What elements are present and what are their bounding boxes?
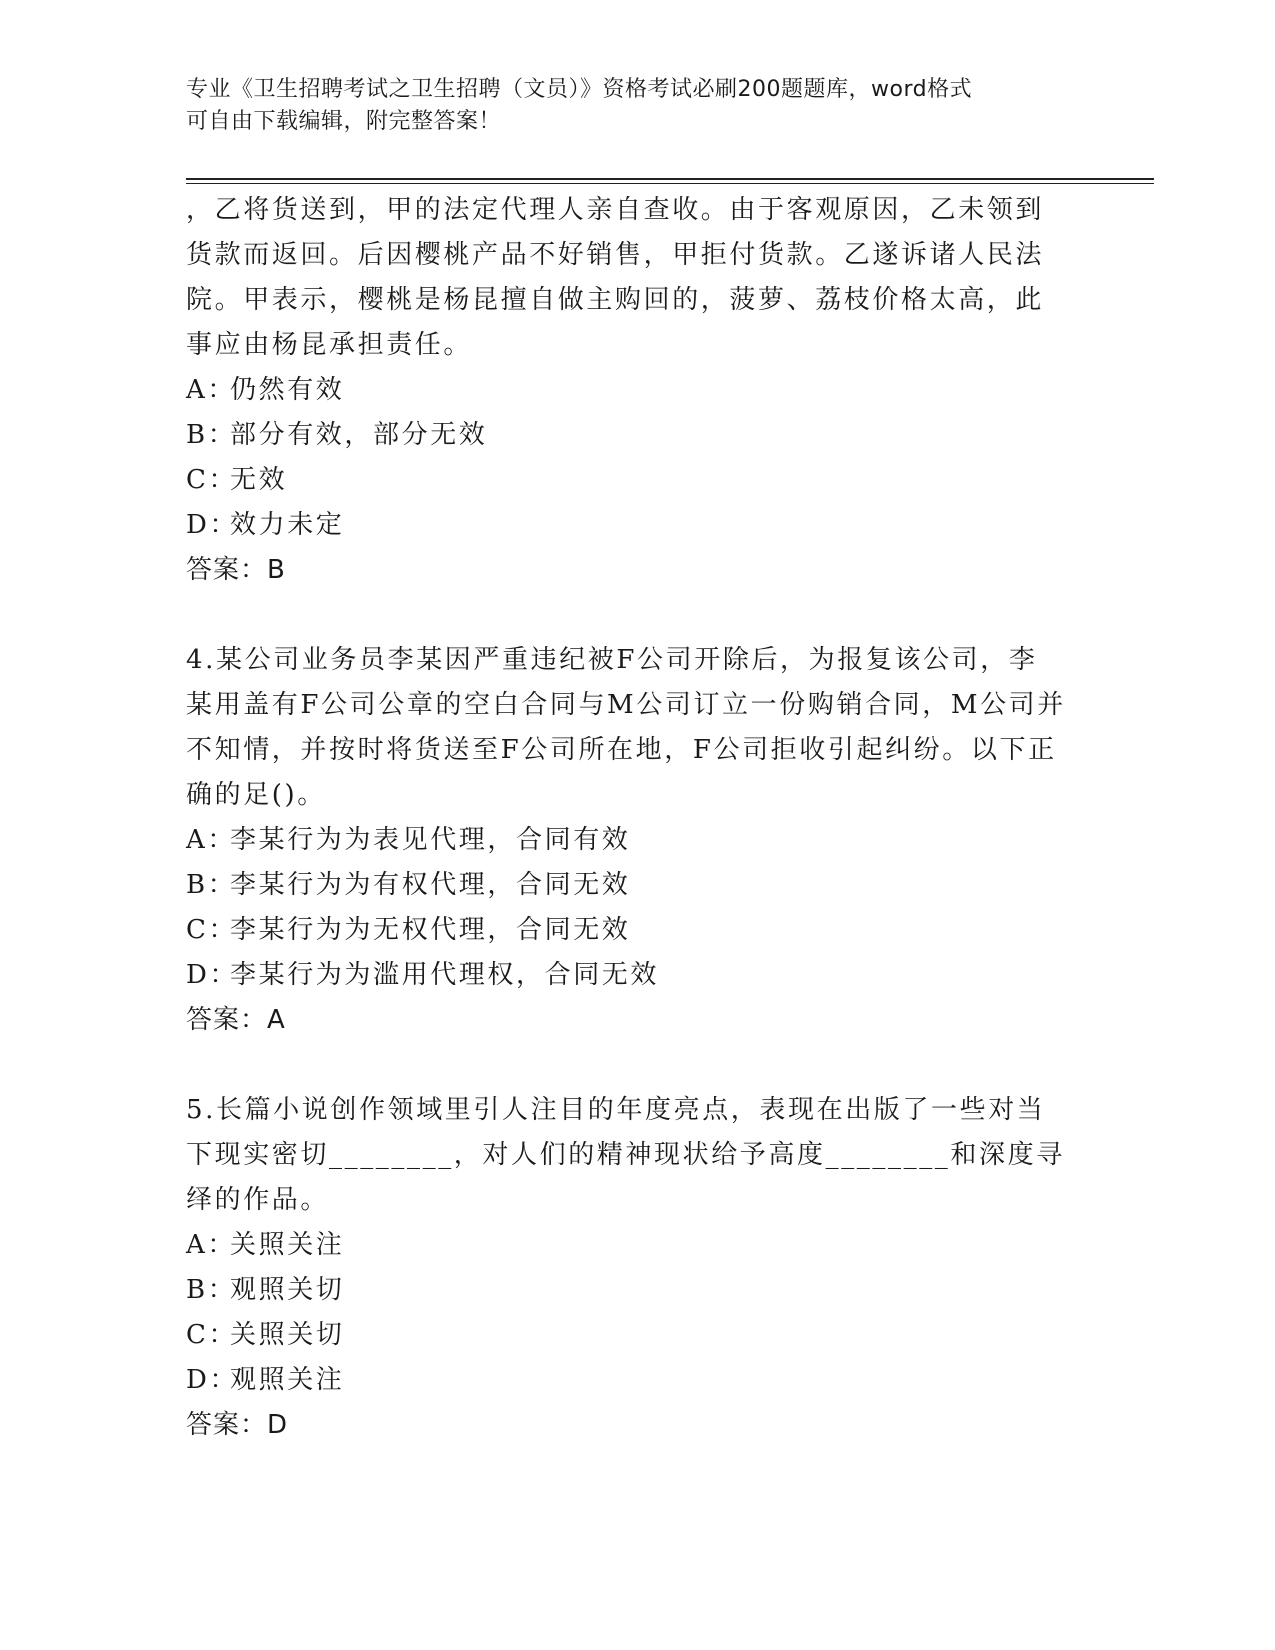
question-text-line: 院。甲表示，樱桃是杨昆擅自做主购回的，菠萝、荔枝价格太高，此: [186, 285, 1045, 315]
option-c: [186, 1313, 1086, 1358]
option-text: 部分有效，部分无效: [230, 420, 488, 450]
question-text-line: 绎的作品。: [186, 1185, 330, 1215]
option-a: [186, 818, 1086, 863]
option-label: B：: [186, 1275, 237, 1305]
question-text-line: 下现实密切________，对人们的精神现状给予高度________和深度寻: [186, 1140, 1065, 1170]
option-c: [186, 458, 1086, 503]
option-text: 关照关切: [230, 1320, 345, 1350]
spacer: [186, 1043, 1086, 1088]
option-text: 观照关注: [230, 1365, 345, 1395]
option-text: 李某行为为滥用代理权，合同无效: [230, 960, 660, 990]
document-body: [186, 188, 1086, 1448]
option-label: D：: [186, 510, 239, 540]
option-label: D：: [186, 960, 239, 990]
question-5: [186, 1088, 1086, 1448]
page-header: [186, 74, 1076, 138]
option-text: 关照关注: [230, 1230, 345, 1260]
option-text: 仍然有效: [230, 375, 345, 405]
option-label: A：: [186, 1230, 236, 1260]
option-b: [186, 863, 1086, 908]
option-text: 观照关切: [230, 1275, 345, 1305]
option-label: B：: [186, 420, 237, 450]
option-d: [186, 1358, 1086, 1403]
option-label: C：: [186, 1320, 238, 1350]
option-c: [186, 908, 1086, 953]
question-text-line: 某用盖有F公司公章的空白合同与M公司订立一份购销合同，M公司并: [186, 690, 1066, 720]
question-text-line: 5.长篇小说创作领域里引人注目的年度亮点，表现在出版了一些对当: [186, 1095, 1046, 1125]
option-label: C：: [186, 465, 238, 495]
option-d: [186, 503, 1086, 548]
question-text-line: ，乙将货送到，甲的法定代理人亲自查收。由于客观原因，乙未领到: [186, 195, 1045, 225]
option-label: D：: [186, 1365, 239, 1395]
option-text: 李某行为为有权代理，合同无效: [230, 870, 631, 900]
answer-line: 答案：B: [186, 555, 286, 585]
option-label: A：: [186, 825, 236, 855]
question-text-line: 事应由杨昆承担责任。: [186, 330, 473, 360]
option-label: C：: [186, 915, 238, 945]
option-text: 李某行为为无权代理，合同无效: [230, 915, 631, 945]
option-a: [186, 368, 1086, 413]
option-text: 无效: [230, 465, 288, 495]
option-d: [186, 953, 1086, 998]
header-divider: [186, 178, 1154, 184]
question-text-line: 不知情，并按时将货送至F公司所在地，F公司拒收引起纠纷。以下正: [186, 735, 1057, 765]
question-text-line: 确的足()。: [186, 780, 326, 810]
header-title-line-1: 专业《卫生招聘考试之卫生招聘（文员）》资格考试必刷200题题库，word格式: [186, 77, 973, 102]
option-text: 效力未定: [230, 510, 345, 540]
header-title-line-2: 可自由下载编辑，附完整答案！: [186, 109, 502, 134]
option-label: A：: [186, 375, 236, 405]
question-3-continued: [186, 188, 1086, 593]
answer-line: 答案：D: [186, 1410, 289, 1440]
option-text: 李某行为为表见代理，合同有效: [230, 825, 631, 855]
question-text-line: 货款而返回。后因樱桃产品不好销售，甲拒付货款。乙遂诉诸人民法: [186, 240, 1045, 270]
question-text-line: 4.某公司业务员李某因严重违纪被F公司开除后，为报复该公司，李: [186, 645, 1038, 675]
option-a: [186, 1223, 1086, 1268]
option-b: [186, 413, 1086, 458]
spacer: [186, 593, 1086, 638]
option-b: [186, 1268, 1086, 1313]
option-label: B：: [186, 870, 237, 900]
question-4: [186, 638, 1086, 1043]
answer-line: 答案：A: [186, 1005, 286, 1035]
